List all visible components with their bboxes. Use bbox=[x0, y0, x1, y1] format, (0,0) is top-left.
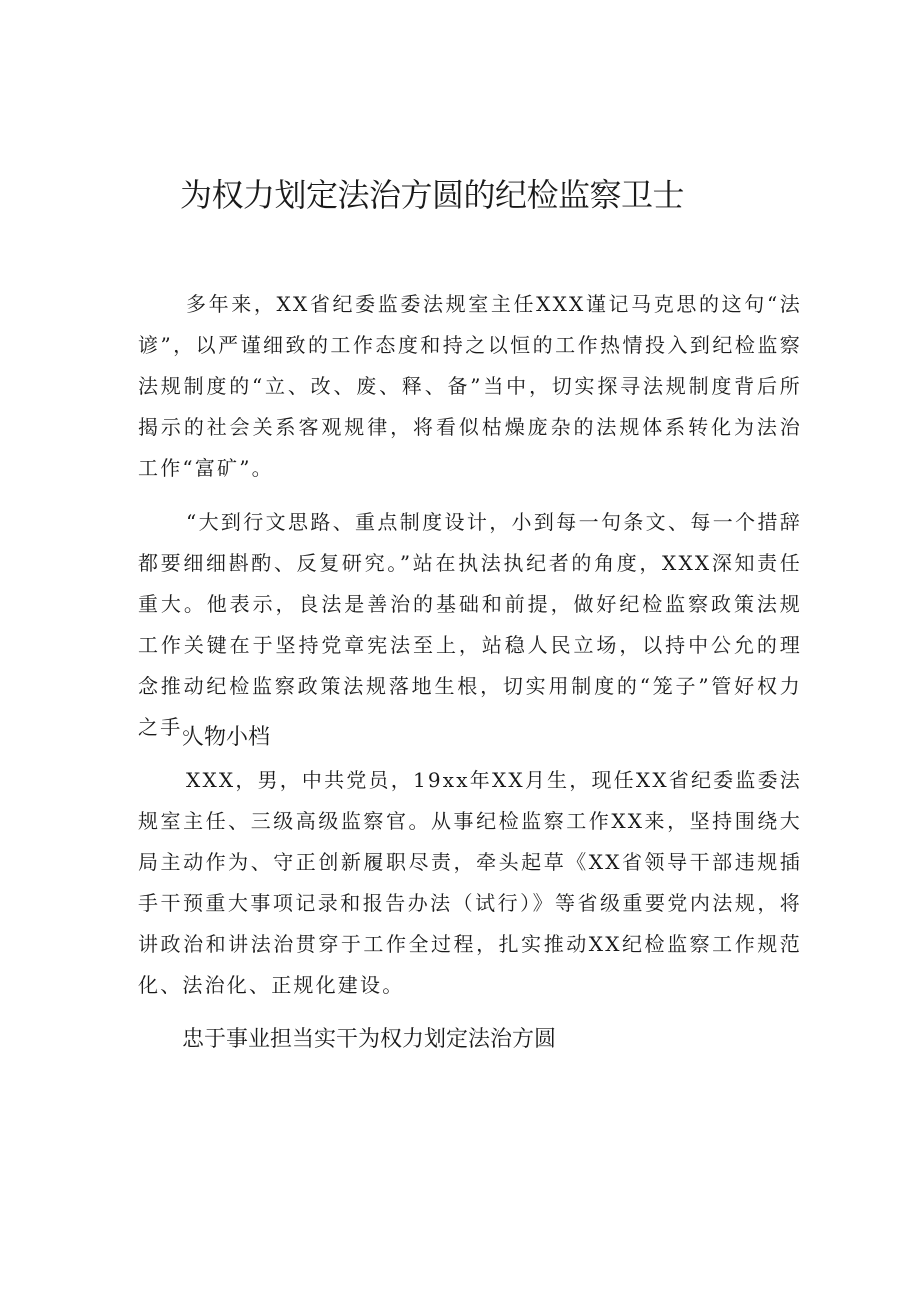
document-title: 为权力划定法治方圆的纪检监察卫士 bbox=[180, 176, 685, 214]
quote-paragraph: “大到行文思路、重点制度设计，小到每一句条文、每一个措辞都要细细斟酌、反复研究。”站在执法执纪者的角度，XXX深知责任重大。他表示，良法是善治的基础和前提，做好纪检监察政策法规工作关键在于坚持党章宪法至上，站稳人民立场，以持中公允的理念推动纪检监察政策法规落地生根，切实用制度的“笼子”管好权力之手。 bbox=[138, 510, 802, 739]
section-heading: 忠于事业担当实干为权力划定法治方圆 bbox=[182, 1027, 557, 1052]
profile-paragraph: XXX，男，中共党员，19xx年XX月生，现任XX省纪委监委法规室主任、三级高级监察官。从事纪检监察工作XX来，坚持围绕大局主动作为、守正创新履职尽责，牵头起草《XX省领导干部违规插手干预重大事项记录和报告办法（试行）》等省级重要党内法规，将讲政治和讲法治贯穿于工作全过程，扎实推动XX纪检监察工作规范化、法治化、正规化建设。 bbox=[138, 768, 802, 997]
intro-paragraph: 多年来，XX省纪委监委法规室主任XXX谨记马克思的这句“法谚”，以严谨细致的工作态度和持之以恒的工作热情投入到纪检监察法规制度的“立、改、废、释、备”当中，切实探寻法规制度背后所揭示的社会关系客观规律，将看似枯燥庞杂的法规体系转化为法治工作“富矿”。 bbox=[138, 292, 802, 480]
profile-heading: 人物小档 bbox=[182, 725, 271, 750]
